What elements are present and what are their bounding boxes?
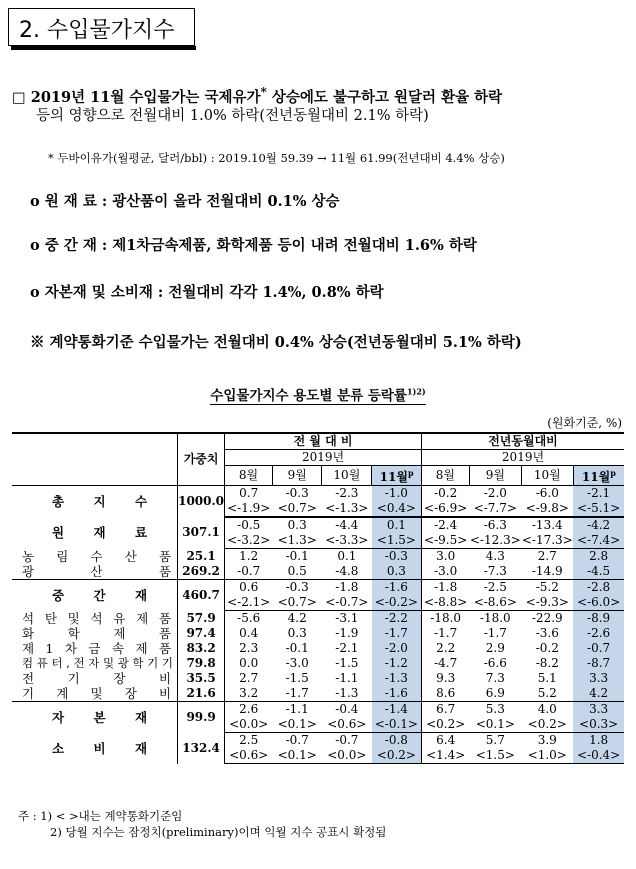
mom-value-cell: -1.2 [372, 656, 422, 671]
mom-value-cell: -1.1 [335, 671, 359, 685]
yoy-value-cell: <-6.9> [422, 501, 470, 517]
yoy-value-cell: 6.7 [436, 702, 456, 716]
mom-group-header: 전 월 대 비 [225, 433, 422, 450]
mom-value-cell: <-3.3> [322, 533, 372, 549]
mom-month-header [225, 466, 273, 486]
mom-value-cell: 2.7 [239, 671, 259, 685]
yoy-value-cell: <-7.7> [469, 501, 521, 517]
row-weight: 99.9 [178, 702, 225, 733]
mom-value-cell: -2.2 [372, 611, 422, 627]
mom-value-cell: -0.7 [285, 733, 309, 747]
mom-value-cell: 2.6 [239, 702, 259, 716]
mom-value-cell: -2.1 [335, 641, 359, 655]
contract-currency-bullet: ※ 계약통화기준 수입물가는 전월대비 0.4% 상승(전년동월대비 5.1% 하락) [30, 334, 522, 351]
yoy-value-cell: -2.5 [483, 580, 507, 594]
yoy-value-cell: <-6.0> [573, 595, 624, 611]
row-weight: 83.2 [178, 641, 225, 656]
yoy-value-cell: -2.4 [434, 518, 458, 532]
mom-value-cell: 0.0 [239, 656, 259, 670]
month-label: 9월 [485, 468, 505, 482]
mom-value-cell: -3.0 [285, 656, 309, 670]
mom-value-cell: <0.6> [225, 748, 273, 764]
mom-value-cell: <0.1> [272, 748, 322, 764]
mom-value-cell: -2.3 [335, 486, 359, 500]
yoy-month-header [521, 466, 573, 486]
yoy-value-cell: -0.7 [573, 641, 624, 656]
yoy-value-cell: <-0.4> [573, 748, 624, 764]
yoy-value-cell: -8.7 [573, 656, 624, 671]
mom-value-cell: -0.5 [237, 518, 261, 532]
mom-value-cell: -1.6 [372, 686, 422, 702]
mom-year-header: 2019년 [225, 450, 422, 466]
mom-value-cell: <0.4> [372, 501, 422, 517]
yoy-value-cell: -6.6 [483, 656, 507, 670]
row-label: 농 림 수 산 품 [12, 549, 178, 565]
yoy-value-cell: 2.7 [537, 549, 557, 563]
mom-value-cell: -0.1 [285, 549, 309, 563]
table-title-text: 수입물가지수 용도별 분류 등락률 [210, 388, 407, 404]
mom-value-cell: -1.4 [372, 702, 422, 718]
mom-value-cell: -1.7 [372, 626, 422, 641]
section-title: 2. 수입물가지수 [19, 18, 175, 43]
yoy-value-cell: 4.0 [537, 702, 557, 716]
mom-value-cell: 0.5 [272, 564, 322, 580]
mom-value-cell: -1.6 [372, 580, 422, 596]
yoy-value-cell: -2.6 [573, 626, 624, 641]
mom-value-cell: <0.6> [322, 717, 372, 733]
yoy-value-cell: <1.0> [521, 748, 573, 764]
mom-value-cell: <-2.1> [225, 595, 273, 611]
table-unit: (원화기준, %) [547, 416, 622, 430]
yoy-value-cell: -0.2 [535, 641, 559, 655]
raw-material-bullet: o 원 재 료 : 광산품이 올라 전월대비 0.1% 상승 [30, 193, 340, 210]
row-weight: 57.9 [178, 611, 225, 627]
table-row [12, 564, 624, 580]
mom-value-cell: 0.3 [287, 518, 307, 532]
yoy-value-cell: <-5.1> [573, 501, 624, 517]
yoy-value-cell: -2.1 [573, 486, 624, 502]
yoy-value-cell: 4.3 [485, 549, 505, 563]
mom-month-header [272, 466, 322, 486]
table-row [12, 671, 624, 686]
row-label: 제 1 차 금 속 제 품 [12, 641, 178, 656]
yoy-value-cell: -4.5 [573, 564, 624, 580]
yoy-value-cell: -4.2 [573, 517, 624, 533]
main-bullet-line2: 등의 영향으로 전월대비 1.0% 하락(전년동월대비 2.1% 하락) [36, 108, 429, 124]
row-label: 중 간 재 [12, 580, 178, 611]
mom-value-cell: 0.6 [239, 580, 259, 594]
yoy-value-cell: 9.3 [436, 671, 456, 685]
table-note-2: 2) 당월 지수는 잠정치(preliminary)이며 익월 지수 공표시 확정됨 [50, 825, 387, 839]
row-weight: 269.2 [178, 564, 225, 580]
mom-value-cell: -1.3 [372, 671, 422, 686]
mom-value-cell: <1.3> [272, 533, 322, 549]
row-label: 원 재 료 [12, 517, 178, 549]
yoy-value-cell: 2.8 [573, 549, 624, 565]
yoy-month-header [469, 466, 521, 486]
yoy-value-cell: <1.4> [422, 748, 470, 764]
row-weight: 35.5 [178, 671, 225, 686]
mom-value-cell: -1.7 [272, 686, 322, 702]
mom-value-cell: -1.3 [322, 686, 372, 702]
yoy-value-cell: -18.0 [430, 611, 462, 625]
yoy-value-cell: <-7.4> [573, 533, 624, 549]
mom-value-cell: <-0.2> [372, 595, 422, 611]
yoy-value-cell: <0.1> [469, 717, 521, 733]
yoy-value-cell: -1.7 [434, 626, 458, 640]
mom-value-cell: 0.7 [239, 486, 259, 500]
yoy-value-cell: 3.3 [573, 702, 624, 718]
mom-value-cell: <0.7> [272, 595, 322, 611]
table-row [12, 611, 624, 627]
mom-value-cell: -0.3 [285, 580, 309, 594]
row-label: 화 학 제 품 [12, 626, 178, 641]
mom-value-cell: -4.4 [335, 518, 359, 532]
row-weight: 21.6 [178, 686, 225, 702]
mom-value-cell: <-3.2> [225, 533, 273, 549]
row-weight: 79.8 [178, 656, 225, 671]
mom-value-cell: -4.8 [322, 564, 372, 580]
month-label: 8월 [435, 468, 456, 482]
mom-value-cell: -0.7 [335, 733, 359, 747]
month-label: 8월 [238, 468, 259, 482]
month-label: 10월 [333, 468, 361, 482]
yoy-value-cell: 2.2 [436, 641, 456, 655]
yoy-value-cell: 1.8 [573, 733, 624, 749]
yoy-value-cell: <-8.6> [469, 595, 521, 611]
capital-consumer-bullet: o 자본재 및 소비재 : 전월대비 각각 1.4%, 0.8% 하락 [30, 284, 384, 301]
mom-value-cell: -1.8 [335, 580, 359, 594]
yoy-value-cell: -6.3 [483, 518, 507, 532]
prelim-mark: p [407, 468, 414, 478]
mom-value-cell: 0.1 [372, 517, 422, 533]
yoy-value-cell: <0.2> [422, 717, 470, 733]
mom-value-cell: 1.2 [239, 549, 259, 563]
mom-month-header [372, 466, 422, 486]
main-bullet-line1 [12, 82, 502, 108]
mom-value-cell: <0.0> [225, 717, 273, 733]
yoy-value-cell: -5.2 [535, 580, 559, 594]
yoy-value-cell: -7.3 [469, 564, 521, 580]
row-label: 광 산 품 [12, 564, 178, 580]
yoy-year-header: 2019년 [422, 450, 625, 466]
row-weight: 97.4 [178, 626, 225, 641]
intermediate-bullet: o 중 간 재 : 제1차금속제품, 화학제품 등이 내려 전월대비 1.6% 하락 [30, 237, 477, 254]
month-label: 11월 [379, 470, 408, 484]
mom-value-cell: <-0.7> [322, 595, 372, 611]
yoy-value-cell: <1.5> [469, 748, 521, 764]
yoy-month-header [573, 466, 624, 486]
main-bullet-line1-b: 상승에도 불구하고 원달러 환율 하락 [266, 88, 503, 106]
yoy-value-cell: 6.9 [469, 686, 521, 702]
table-row [12, 580, 624, 596]
table-row [12, 626, 624, 641]
table-title [0, 384, 636, 404]
row-weight: 307.1 [178, 517, 225, 549]
table-row [12, 641, 624, 656]
month-label: 9월 [287, 468, 307, 482]
row-label: 기 계 및 장 비 [12, 686, 178, 702]
yoy-value-cell: <-8.8> [422, 595, 470, 611]
yoy-value-cell: -14.9 [521, 564, 573, 580]
yoy-value-cell: <-9.8> [521, 501, 573, 517]
yoy-value-cell: 7.3 [485, 671, 505, 685]
mom-value-cell: <-1.3> [322, 501, 372, 517]
row-label: 소 비 재 [12, 733, 178, 764]
yoy-month-header [422, 466, 470, 486]
yoy-value-cell: <0.2> [521, 717, 573, 733]
table-row [12, 549, 624, 565]
yoy-value-cell: <-9.3> [521, 595, 573, 611]
yoy-value-cell: 6.4 [436, 733, 456, 747]
month-label: 10월 [533, 468, 561, 482]
mom-value-cell: -0.3 [372, 549, 422, 565]
row-label: 전 기 장 비 [12, 671, 178, 686]
mom-month-header [322, 466, 372, 486]
row-label: 자 본 재 [12, 702, 178, 733]
label-header-cell [12, 433, 178, 486]
row-label: 총 지 수 [12, 486, 178, 518]
mom-value-cell: -2.0 [372, 641, 422, 656]
mom-value-cell: <-0.1> [372, 717, 422, 733]
yoy-value-cell: <-9.5> [422, 533, 470, 549]
title-box-shadow [11, 46, 196, 50]
mom-value-cell: <0.0> [322, 748, 372, 764]
mom-value-cell: -1.9 [335, 626, 359, 640]
section-title-box [8, 8, 195, 46]
month-label: 11월 [581, 470, 611, 484]
yoy-value-cell: -8.2 [535, 656, 559, 670]
mom-value-cell: -1.1 [285, 702, 309, 716]
yoy-value-cell: -2.8 [573, 580, 624, 596]
mom-value-cell: -0.8 [372, 733, 422, 749]
prelim-mark: p [610, 468, 616, 478]
mom-value-cell: -0.7 [225, 564, 273, 580]
mom-value-cell: <0.2> [372, 748, 422, 764]
yoy-value-cell: 2.9 [485, 641, 505, 655]
yoy-value-cell: 8.6 [422, 686, 470, 702]
mom-value-cell: <-1.9> [225, 501, 273, 517]
yoy-value-cell: -1.8 [434, 580, 458, 594]
yoy-value-cell: <0.3> [573, 717, 624, 733]
import-price-table [12, 432, 624, 764]
main-bullet-line1-a: □ 2019년 11월 수입물가는 국제유가 [12, 88, 261, 106]
mom-value-cell: 3.2 [225, 686, 273, 702]
table-row [12, 517, 624, 533]
yoy-value-cell: -2.0 [483, 486, 507, 500]
yoy-value-cell: -4.7 [434, 656, 458, 670]
mom-value-cell: 0.3 [372, 564, 422, 580]
table-row [12, 686, 624, 702]
row-weight: 460.7 [178, 580, 225, 611]
yoy-value-cell: 3.9 [537, 733, 557, 747]
mom-value-cell: -0.3 [285, 486, 309, 500]
yoy-value-cell: 5.1 [537, 671, 557, 685]
yoy-value-cell: 4.2 [573, 686, 624, 702]
mom-value-cell: <0.1> [272, 717, 322, 733]
mom-value-cell: -3.1 [335, 611, 359, 625]
mom-value-cell: 0.4 [239, 626, 259, 640]
row-weight: 132.4 [178, 733, 225, 764]
mom-value-cell: -1.5 [285, 671, 309, 685]
yoy-value-cell: 3.0 [436, 549, 456, 563]
mom-value-cell: -0.1 [285, 641, 309, 655]
oil-footnote: * 두바이유가(월평균, 달러/bbl) : 2019.10월 59.39 → 11월 61.99(전년대비 4.4% 상승) [48, 151, 505, 165]
table-row [12, 486, 624, 502]
yoy-value-cell: -6.0 [535, 486, 559, 500]
mom-value-cell: <1.5> [372, 533, 422, 549]
row-weight: 1000.0 [178, 486, 225, 518]
yoy-value-cell: 3.3 [573, 671, 624, 686]
table-row [12, 733, 624, 749]
table-title-sup: 1)2) [406, 386, 426, 397]
yoy-value-cell: -22.9 [531, 611, 563, 625]
yoy-value-cell: <-17.3> [521, 533, 573, 547]
mom-value-cell: -1.5 [335, 656, 359, 670]
yoy-value-cell: 5.7 [485, 733, 505, 747]
row-label: 석 탄 및 석 유 제 품 [12, 611, 178, 627]
mom-value-cell: <0.7> [272, 501, 322, 517]
mom-value-cell: -5.6 [237, 611, 261, 625]
mom-value-cell: -1.0 [372, 486, 422, 502]
table-row [12, 656, 624, 671]
row-label: 컴 퓨 터 , 전 자 및 광 학 기 기 [12, 656, 178, 671]
weight-header: 가중치 [178, 433, 225, 486]
mom-value-cell: 2.5 [239, 733, 259, 747]
mom-value-cell: 0.3 [287, 626, 307, 640]
yoy-value-cell: -1.7 [483, 626, 507, 640]
yoy-value-cell: -3.6 [535, 626, 559, 640]
main-bullet-star: * [260, 85, 267, 99]
yoy-value-cell: -0.2 [434, 486, 458, 500]
mom-value-cell: -0.4 [335, 702, 359, 716]
yoy-value-cell: -13.4 [531, 518, 563, 532]
yoy-value-cell: -8.9 [573, 611, 624, 627]
mom-value-cell: 2.3 [239, 641, 259, 655]
yoy-value-cell: 5.2 [521, 686, 573, 702]
yoy-value-cell: -3.0 [422, 564, 470, 580]
mom-value-cell: 0.1 [337, 549, 357, 563]
table-note-1: 주 : 1) < >내는 계약통화기준임 [18, 809, 183, 823]
yoy-value-cell: -18.0 [479, 611, 511, 625]
yoy-value-cell: 5.3 [485, 702, 505, 716]
yoy-value-cell: <-12.3> [469, 533, 521, 547]
mom-value-cell: 4.2 [287, 611, 307, 625]
yoy-group-header: 전년동월대비 [422, 433, 625, 450]
table-row [12, 702, 624, 718]
row-weight: 25.1 [178, 549, 225, 565]
